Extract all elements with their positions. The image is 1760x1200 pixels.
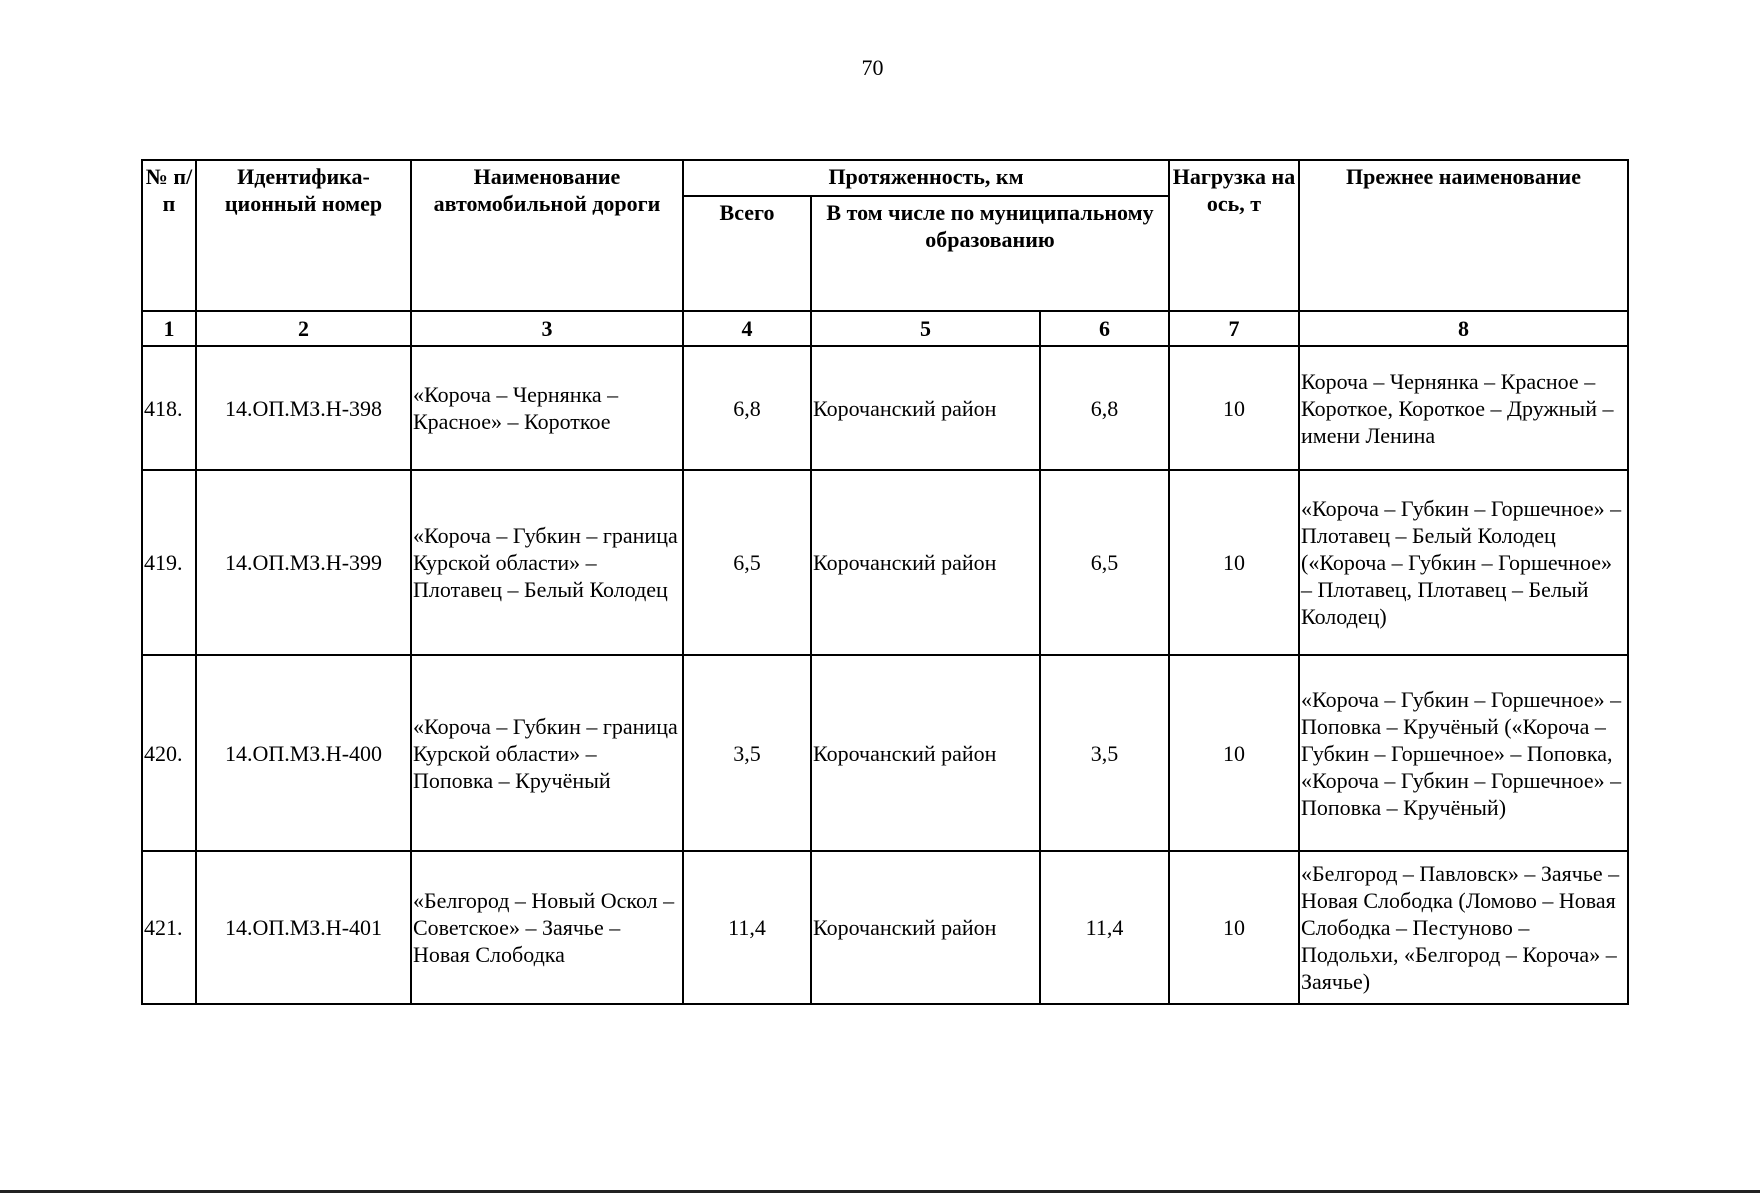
row-number: 420. [142, 655, 196, 851]
row-id: 14.ОП.МЗ.Н-398 [196, 346, 411, 470]
row-former-name: «Короча – Губкин – Горшечное» – Поповка – Кручёный («Короча – Губкин – Горшечное» – Поповка, «Короча – Губкин – Горшечное» – Поповка – Кручёный) [1299, 655, 1628, 851]
row-total-km: 6,8 [683, 346, 811, 470]
row-axle-load: 10 [1169, 655, 1299, 851]
table-row [142, 851, 1628, 1004]
row-total-km: 3,5 [683, 655, 811, 851]
row-district: Корочанский район [811, 470, 1040, 655]
header-axle: Нагрузка на ось, т [1169, 160, 1299, 311]
header-row-1 [142, 160, 1628, 196]
row-number: 421. [142, 851, 196, 1004]
bottom-edge-line [0, 1190, 1760, 1193]
row-axle-load: 10 [1169, 470, 1299, 655]
header-total: Всего [683, 196, 811, 311]
header-length: Протяженность, км [683, 160, 1169, 196]
row-district-km: 6,8 [1040, 346, 1169, 470]
row-number: 418. [142, 346, 196, 470]
header-name: Наименование автомобильной дороги [411, 160, 683, 311]
header-former: Прежнее наименование [1299, 160, 1628, 311]
row-former-name: «Короча – Губкин – Горшечное» – Плотавец – Белый Колодец («Короча – Губкин – Горшечное» – Плотавец, Плотавец – Белый Колодец) [1299, 470, 1628, 655]
table-row [142, 470, 1628, 655]
table-row [142, 655, 1628, 851]
column-number: 5 [811, 311, 1040, 346]
column-number-row [142, 311, 1628, 346]
row-road-name: «Короча – Губкин – граница Курской области» – Плотавец – Белый Колодец [411, 470, 683, 655]
row-road-name: «Белгород – Новый Оскол – Советское» – Заячье – Новая Слободка [411, 851, 683, 1004]
column-number: 2 [196, 311, 411, 346]
row-axle-load: 10 [1169, 346, 1299, 470]
row-former-name: Короча – Чернянка – Красное – Короткое, Короткое – Дружный – имени Ленина [1299, 346, 1628, 470]
row-road-name: «Короча – Губкин – граница Курской области» – Поповка – Кручёный [411, 655, 683, 851]
row-id: 14.ОП.МЗ.Н-401 [196, 851, 411, 1004]
column-number: 6 [1040, 311, 1169, 346]
header-id: Идентифика-ционный номер [196, 160, 411, 311]
row-id: 14.ОП.МЗ.Н-400 [196, 655, 411, 851]
row-former-name: «Белгород – Павловск» – Заячье – Новая Слободка (Ломово – Новая Слободка – Пестуново – Подольхи, «Белгород – Короча» – Заячье) [1299, 851, 1628, 1004]
page-number: 70 [861, 55, 884, 80]
row-road-name: «Короча – Чернянка – Красное» – Короткое [411, 346, 683, 470]
column-number: 3 [411, 311, 683, 346]
header-num: № п/п [142, 160, 196, 311]
column-number: 1 [142, 311, 196, 346]
row-district: Корочанский район [811, 655, 1040, 851]
column-number: 8 [1299, 311, 1628, 346]
row-district-km: 3,5 [1040, 655, 1169, 851]
column-number: 7 [1169, 311, 1299, 346]
table-row [142, 346, 1628, 470]
row-id: 14.ОП.МЗ.Н-399 [196, 470, 411, 655]
row-district: Корочанский район [811, 851, 1040, 1004]
row-number: 419. [142, 470, 196, 655]
row-district: Корочанский район [811, 346, 1040, 470]
row-total-km: 11,4 [683, 851, 811, 1004]
header-municipal: В том числе по муниципальному образованию [811, 196, 1169, 311]
row-district-km: 11,4 [1040, 851, 1169, 1004]
row-total-km: 6,5 [683, 470, 811, 655]
roads-table [141, 159, 1629, 1005]
column-number: 4 [683, 311, 811, 346]
row-axle-load: 10 [1169, 851, 1299, 1004]
row-district-km: 6,5 [1040, 470, 1169, 655]
